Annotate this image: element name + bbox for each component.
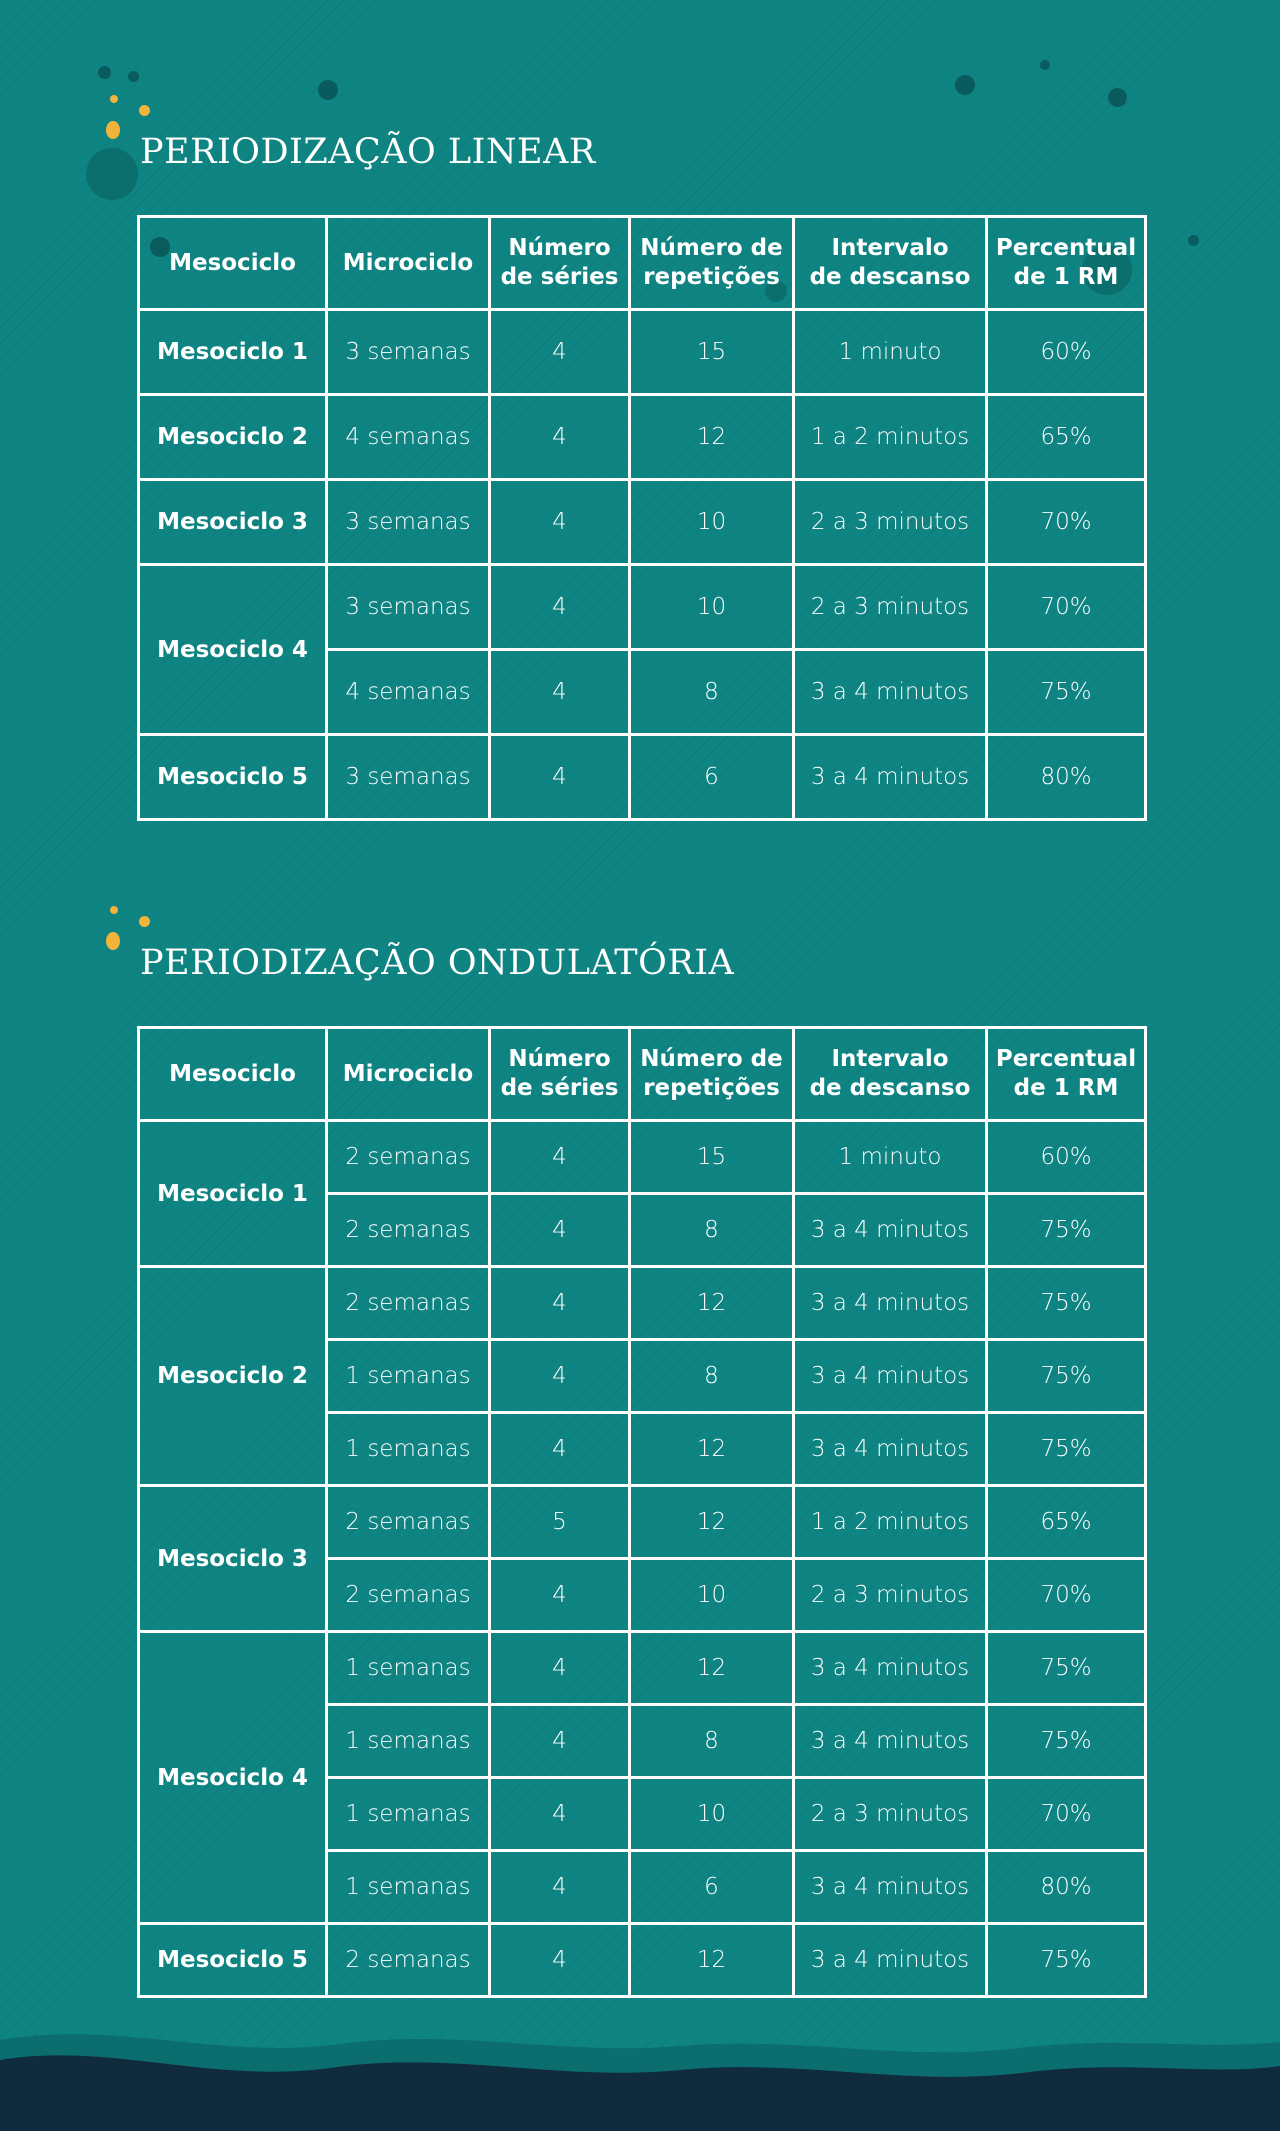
linear-periodization-table	[137, 215, 1147, 821]
section-title-linear: PERIODIZAÇÃO LINEAR	[140, 132, 596, 172]
descanso-cell: 1 a 2 minutos	[794, 1486, 987, 1559]
repeticoes-cell: 12	[630, 1267, 794, 1340]
header-percentual-rm: Percentual de 1 RM	[987, 1028, 1146, 1121]
mesociclo-cell: Mesociclo 2	[139, 395, 327, 480]
descanso-cell: 2 a 3 minutos	[794, 565, 987, 650]
repeticoes-cell: 6	[630, 735, 794, 820]
percentual-cell: 75%	[987, 1340, 1146, 1413]
header-microciclo: Microciclo	[327, 217, 490, 310]
repeticoes-cell: 15	[630, 1121, 794, 1194]
mesociclo-cell: Mesociclo 1	[139, 1121, 327, 1267]
descanso-cell: 3 a 4 minutos	[794, 1413, 987, 1486]
header-microciclo: Microciclo	[327, 1028, 490, 1121]
header-mesociclo: Mesociclo	[139, 1028, 327, 1121]
percentual-cell: 60%	[987, 310, 1146, 395]
microciclo-cell: 1 semanas	[327, 1413, 490, 1486]
header-numero-repeticoes: Número de repetições	[630, 1028, 794, 1121]
repeticoes-cell: 8	[630, 1705, 794, 1778]
microciclo-cell: 1 semanas	[327, 1851, 490, 1924]
mesociclo-cell: Mesociclo 5	[139, 1924, 327, 1997]
microciclo-cell: 3 semanas	[327, 310, 490, 395]
header-numero-series: Número de séries	[490, 1028, 630, 1121]
percentual-cell: 70%	[987, 480, 1146, 565]
accent-dot	[139, 916, 150, 927]
header-mesociclo: Mesociclo	[139, 217, 327, 310]
microciclo-cell: 2 semanas	[327, 1486, 490, 1559]
percentual-cell: 70%	[987, 1778, 1146, 1851]
repeticoes-cell: 10	[630, 1559, 794, 1632]
repeticoes-cell: 6	[630, 1851, 794, 1924]
microciclo-cell: 1 semanas	[327, 1632, 490, 1705]
series-cell: 4	[490, 310, 630, 395]
mesociclo-cell: Mesociclo 2	[139, 1267, 327, 1486]
repeticoes-cell: 12	[630, 395, 794, 480]
percentual-cell: 75%	[987, 1413, 1146, 1486]
microciclo-cell: 2 semanas	[327, 1559, 490, 1632]
repeticoes-cell: 8	[630, 650, 794, 735]
decorative-bubble	[1040, 60, 1050, 70]
repeticoes-cell: 10	[630, 565, 794, 650]
series-cell: 4	[490, 1413, 630, 1486]
accent-dot	[106, 121, 120, 139]
footer-waves	[0, 2020, 1280, 2131]
series-cell: 4	[490, 650, 630, 735]
percentual-cell: 75%	[987, 1194, 1146, 1267]
microciclo-cell: 4 semanas	[327, 395, 490, 480]
decorative-bubble	[86, 148, 138, 200]
undulating-periodization-table	[137, 1026, 1147, 1998]
descanso-cell: 2 a 3 minutos	[794, 1559, 987, 1632]
mesociclo-cell: Mesociclo 1	[139, 310, 327, 395]
table-row	[139, 1924, 1146, 1997]
descanso-cell: 1 minuto	[794, 310, 987, 395]
percentual-cell: 75%	[987, 1924, 1146, 1997]
descanso-cell: 3 a 4 minutos	[794, 1705, 987, 1778]
repeticoes-cell: 12	[630, 1632, 794, 1705]
mesociclo-cell: Mesociclo 5	[139, 735, 327, 820]
series-cell: 4	[490, 1778, 630, 1851]
descanso-cell: 2 a 3 minutos	[794, 480, 987, 565]
repeticoes-cell: 12	[630, 1924, 794, 1997]
microciclo-cell: 3 semanas	[327, 565, 490, 650]
decorative-bubble	[318, 80, 338, 100]
table-row	[139, 1121, 1146, 1194]
repeticoes-cell: 12	[630, 1486, 794, 1559]
series-cell: 4	[490, 480, 630, 565]
repeticoes-cell: 12	[630, 1413, 794, 1486]
table-row	[139, 735, 1146, 820]
accent-dot	[110, 906, 118, 914]
series-cell: 5	[490, 1486, 630, 1559]
percentual-cell: 70%	[987, 565, 1146, 650]
percentual-cell: 70%	[987, 1559, 1146, 1632]
series-cell: 4	[490, 1632, 630, 1705]
series-cell: 4	[490, 1194, 630, 1267]
decorative-bubble	[98, 66, 111, 79]
descanso-cell: 1 a 2 minutos	[794, 395, 987, 480]
mesociclo-cell: Mesociclo 3	[139, 1486, 327, 1632]
header-percentual-rm: Percentual de 1 RM	[987, 217, 1146, 310]
mesociclo-cell: Mesociclo 4	[139, 1632, 327, 1924]
decorative-bubble	[1188, 235, 1199, 246]
percentual-cell: 75%	[987, 1267, 1146, 1340]
descanso-cell: 3 a 4 minutos	[794, 1924, 987, 1997]
microciclo-cell: 2 semanas	[327, 1924, 490, 1997]
series-cell: 4	[490, 1851, 630, 1924]
microciclo-cell: 3 semanas	[327, 735, 490, 820]
header-numero-repeticoes: Número de repetições	[630, 217, 794, 310]
microciclo-cell: 1 semanas	[327, 1340, 490, 1413]
series-cell: 4	[490, 395, 630, 480]
table-row	[139, 310, 1146, 395]
header-numero-series: Número de séries	[490, 217, 630, 310]
descanso-cell: 3 a 4 minutos	[794, 735, 987, 820]
table-row	[139, 1486, 1146, 1559]
decorative-bubble	[128, 71, 139, 82]
percentual-cell: 75%	[987, 1632, 1146, 1705]
descanso-cell: 3 a 4 minutos	[794, 1267, 987, 1340]
percentual-cell: 75%	[987, 650, 1146, 735]
repeticoes-cell: 8	[630, 1340, 794, 1413]
table-row	[139, 395, 1146, 480]
header-intervalo-descanso: Intervalo de descanso	[794, 217, 987, 310]
percentual-cell: 75%	[987, 1705, 1146, 1778]
percentual-cell: 60%	[987, 1121, 1146, 1194]
microciclo-cell: 2 semanas	[327, 1267, 490, 1340]
repeticoes-cell: 10	[630, 1778, 794, 1851]
descanso-cell: 3 a 4 minutos	[794, 1340, 987, 1413]
mesociclo-cell: Mesociclo 4	[139, 565, 327, 735]
series-cell: 4	[490, 1340, 630, 1413]
descanso-cell: 1 minuto	[794, 1121, 987, 1194]
descanso-cell: 3 a 4 minutos	[794, 1632, 987, 1705]
accent-dot	[139, 105, 150, 116]
microciclo-cell: 4 semanas	[327, 650, 490, 735]
series-cell: 4	[490, 1559, 630, 1632]
repeticoes-cell: 15	[630, 310, 794, 395]
descanso-cell: 3 a 4 minutos	[794, 650, 987, 735]
section-title-ondulatoria: PERIODIZAÇÃO ONDULATÓRIA	[140, 943, 735, 983]
microciclo-cell: 1 semanas	[327, 1778, 490, 1851]
microciclo-cell: 2 semanas	[327, 1121, 490, 1194]
microciclo-cell: 2 semanas	[327, 1194, 490, 1267]
accent-dot	[106, 932, 120, 950]
series-cell: 4	[490, 1267, 630, 1340]
table-row	[139, 565, 1146, 650]
table-header-row	[139, 1028, 1146, 1121]
percentual-cell: 65%	[987, 1486, 1146, 1559]
series-cell: 4	[490, 1121, 630, 1194]
mesociclo-cell: Mesociclo 3	[139, 480, 327, 565]
repeticoes-cell: 10	[630, 480, 794, 565]
percentual-cell: 65%	[987, 395, 1146, 480]
decorative-bubble	[955, 75, 975, 95]
series-cell: 4	[490, 565, 630, 650]
table-row	[139, 480, 1146, 565]
table-header-row	[139, 217, 1146, 310]
decorative-bubble	[1108, 88, 1127, 107]
descanso-cell: 3 a 4 minutos	[794, 1851, 987, 1924]
table-row	[139, 1267, 1146, 1340]
header-intervalo-descanso: Intervalo de descanso	[794, 1028, 987, 1121]
repeticoes-cell: 8	[630, 1194, 794, 1267]
descanso-cell: 3 a 4 minutos	[794, 1194, 987, 1267]
descanso-cell: 2 a 3 minutos	[794, 1778, 987, 1851]
percentual-cell: 80%	[987, 1851, 1146, 1924]
series-cell: 4	[490, 735, 630, 820]
microciclo-cell: 1 semanas	[327, 1705, 490, 1778]
series-cell: 4	[490, 1924, 630, 1997]
series-cell: 4	[490, 1705, 630, 1778]
table-row	[139, 1632, 1146, 1705]
microciclo-cell: 3 semanas	[327, 480, 490, 565]
percentual-cell: 80%	[987, 735, 1146, 820]
accent-dot	[110, 95, 118, 103]
